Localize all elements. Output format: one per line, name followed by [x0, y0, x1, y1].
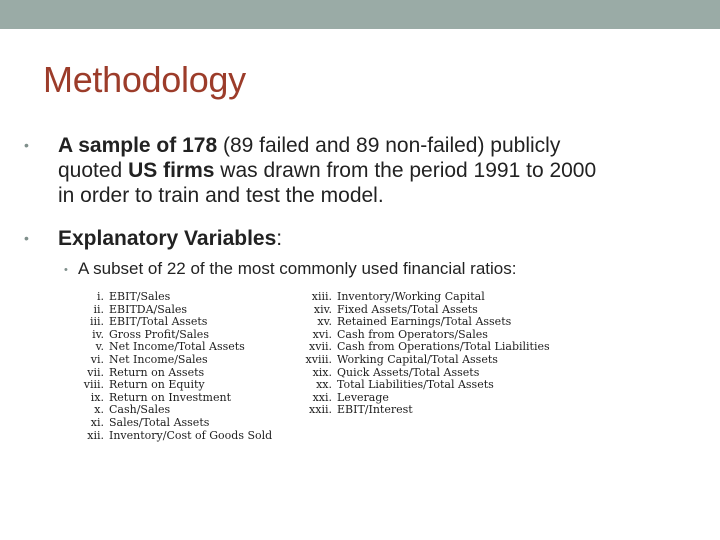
sub-bullet-dot-icon: • [64, 264, 68, 276]
ratio-item [78, 430, 272, 443]
ratio-number: xv. [317, 315, 332, 329]
ratio-label: Cash/Sales [109, 403, 171, 417]
variables-bold: Explanatory Variables [58, 227, 277, 250]
sample-desc-1: (89 failed and 89 non-failed) publicly [217, 134, 561, 157]
ratio-label: Leverage [337, 390, 389, 404]
ratio-item [78, 316, 272, 329]
ratio-label: Gross Profit/Sales [109, 327, 209, 341]
ratio-number: i. [96, 290, 104, 303]
bullet-variables [24, 226, 694, 251]
bullet-dot-icon: • [24, 230, 29, 246]
sample-desc-3: was drawn from the period 1991 to 2000 [214, 159, 597, 182]
ratio-number: xxi. [312, 390, 332, 404]
ratio-item [298, 354, 550, 367]
ratio-number: xiv. [313, 302, 332, 316]
ratio-label: Working Capital/Total Assets [337, 352, 498, 366]
ratio-list-left [78, 291, 272, 442]
ratio-number: xxii. [309, 403, 332, 417]
ratio-item [298, 379, 550, 392]
bullet-dot-icon: • [24, 137, 29, 153]
ratio-list-right [298, 291, 550, 417]
ratio-item [298, 316, 550, 329]
sample-size-bold: A sample of 178 [58, 134, 218, 157]
ratio-item [298, 404, 550, 417]
ratio-label: EBIT/Sales [109, 290, 171, 303]
ratio-number: ii. [93, 302, 104, 316]
top-banner [0, 0, 720, 29]
ratio-number: xviii. [305, 352, 332, 366]
ratio-label: Net Income/Sales [109, 352, 208, 366]
bullet-sample-text [58, 133, 694, 208]
sample-desc-2: quoted [58, 159, 129, 182]
ratio-number: vii. [87, 365, 104, 379]
ratio-number: xi. [90, 415, 104, 429]
ratio-label: Inventory/Working Capital [337, 290, 485, 303]
ratio-number: iii. [89, 315, 104, 329]
ratio-label: Quick Assets/Total Assets [337, 365, 480, 379]
ratio-label: Return on Investment [109, 390, 232, 404]
ratio-label: Net Income/Total Assets [109, 340, 245, 354]
ratio-number: xx. [316, 378, 332, 392]
variables-colon: : [276, 227, 283, 250]
bullet-variables-text [58, 226, 694, 251]
bullet-sample [24, 133, 694, 208]
ratio-label: Return on Equity [109, 378, 205, 392]
ratio-number: ix. [90, 390, 104, 404]
ratio-number: xii. [87, 428, 104, 442]
ratio-item [78, 291, 272, 304]
ratio-number: v. [95, 340, 104, 354]
ratio-label: Cash from Operators/Sales [337, 327, 488, 341]
ratio-number: xix. [312, 365, 332, 379]
ratio-item [298, 291, 550, 304]
ratio-label: EBITDA/Sales [109, 302, 188, 316]
ratio-label: Sales/Total Assets [109, 415, 210, 429]
ratio-number: x. [94, 403, 104, 417]
ratio-label: Return on Assets [109, 365, 205, 379]
ratio-label: Total Liabilities/Total Assets [337, 378, 494, 392]
ratio-item [78, 354, 272, 367]
ratio-label: Inventory/Cost of Goods Sold [109, 428, 273, 442]
ratio-number: viii. [83, 378, 104, 392]
ratio-item [78, 417, 272, 430]
ratio-number: iv. [92, 327, 104, 341]
ratio-item [78, 379, 272, 392]
ratio-item [78, 392, 272, 405]
sub-bullet-ratios [64, 259, 704, 279]
ratio-item [298, 392, 550, 405]
sample-desc-4: in order to train and test the model. [58, 184, 384, 207]
ratio-number: xvi. [312, 327, 332, 341]
ratio-label: EBIT/Interest [337, 403, 413, 417]
ratio-label: EBIT/Total Assets [109, 315, 208, 329]
slide-title: Methodology [43, 59, 246, 100]
sub-bullet-text: A subset of 22 of the most commonly used financial ratios: [78, 259, 517, 278]
ratio-label: Fixed Assets/Total Assets [337, 302, 478, 316]
ratio-number: xvii. [309, 340, 332, 354]
ratio-number: vi. [90, 352, 104, 366]
ratio-label: Retained Earnings/Total Assets [337, 315, 512, 329]
ratio-label: Cash from Operations/Total Liabilities [337, 340, 550, 354]
us-firms-bold: US firms [128, 159, 215, 182]
ratio-number: xiii. [311, 290, 332, 303]
